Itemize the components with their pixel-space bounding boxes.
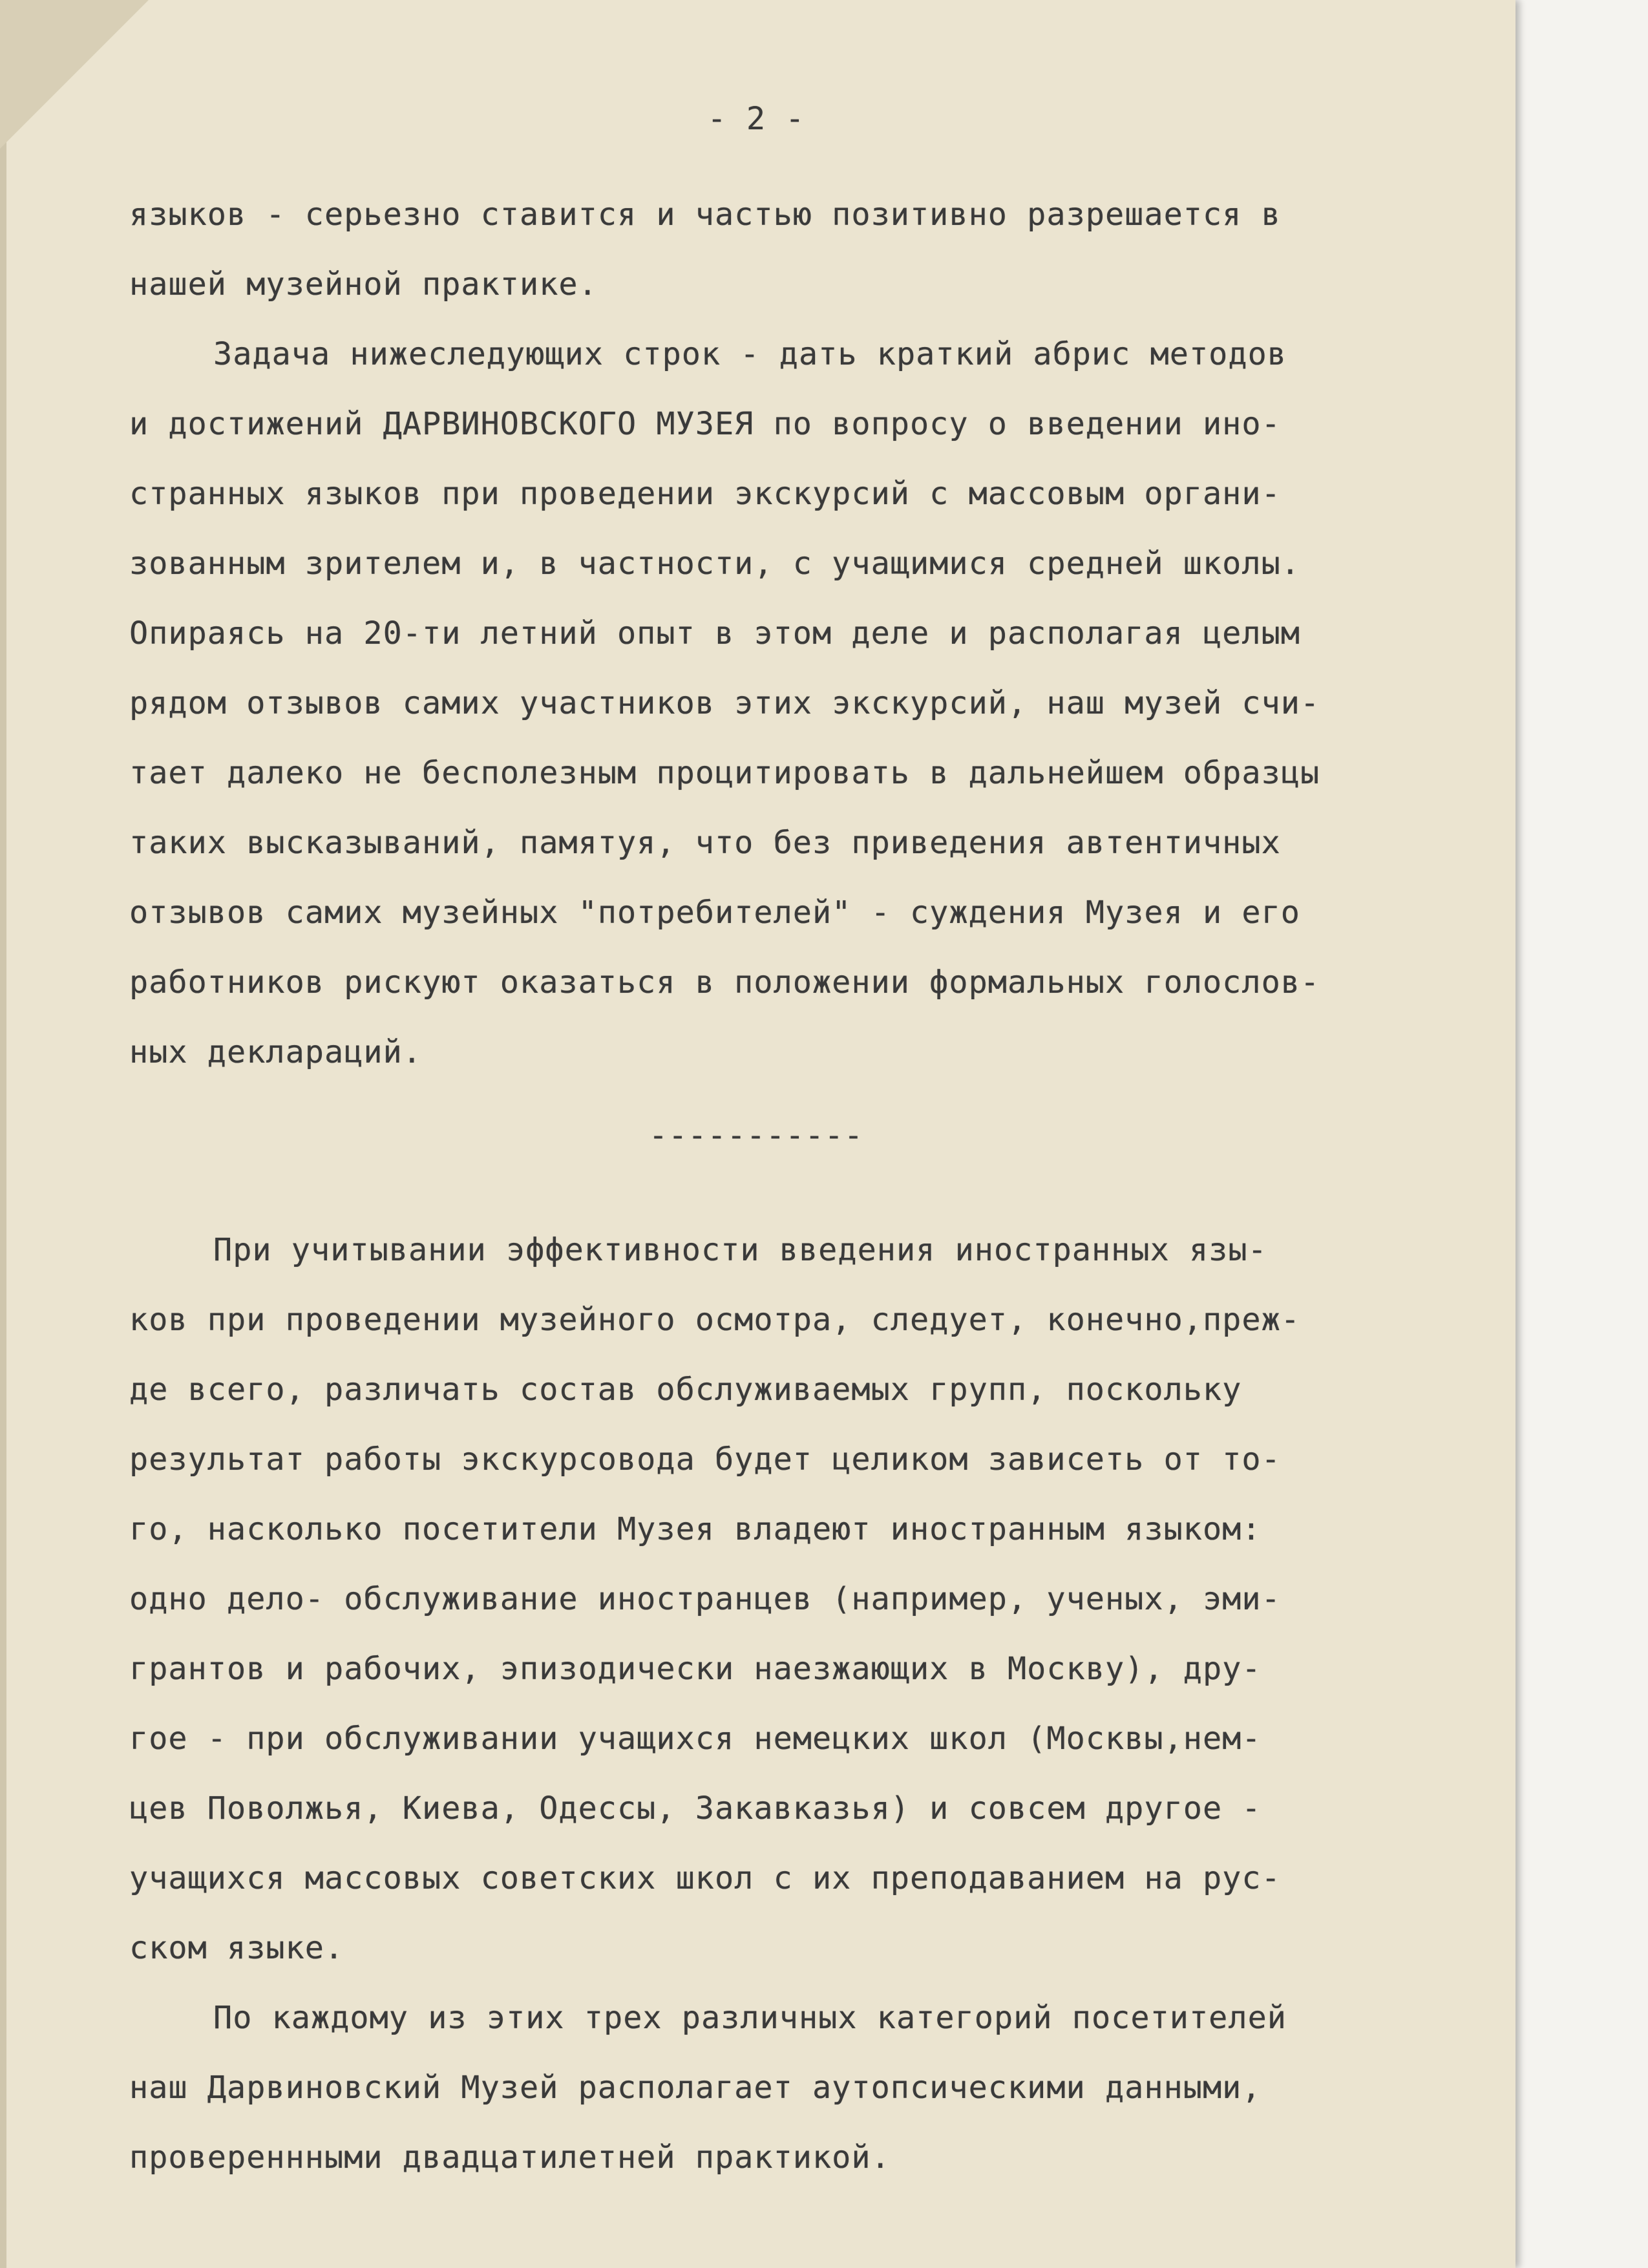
text-line: одно дело- обслуживание иностранцев (например, ученых, эми- (129, 1581, 1281, 1617)
paragraph-2 (129, 319, 1454, 1087)
text-line: учащихся массовых советских школ с их преподаванием на рус- (129, 1860, 1281, 1896)
paragraph-1 (129, 180, 1454, 319)
text-line: ков при проведении музейного осмотра, следует, конечно,преж- (129, 1302, 1300, 1338)
text-line: де всего, различать состав обслуживаемых групп, поскольку (129, 1372, 1242, 1408)
text-line: нашей музейной практике. (129, 266, 598, 302)
text-line: При учитывании эффективности введения иностранных язы- (213, 1232, 1267, 1268)
text-line: провереннными двадцатилетней практикой. (129, 2139, 891, 2176)
section-divider: ----------- (648, 1118, 864, 1154)
text-line: цев Поволжья, Киева, Одессы, Закавказья) и совсем другое - (129, 1790, 1262, 1827)
text-line: странных языков при проведении экскурсий с массовым органи- (129, 476, 1281, 512)
page-number: - 2 - (707, 101, 805, 137)
text-line: го, насколько посетители Музея владеют иностранным языком: (129, 1511, 1262, 1547)
spacer (129, 1184, 1454, 1215)
text-line: ском языке. (129, 1930, 344, 1966)
text-line: тает далеко не бесполезным процитировать в дальнейшем образцы (129, 755, 1320, 791)
text-line: Задача нижеследующих строк - дать краткий абрис методов (213, 336, 1287, 372)
typewritten-text (129, 84, 1454, 2192)
text-line: По каждому из этих трех различных категорий посетителей (213, 2000, 1287, 2036)
text-line: ных деклараций. (129, 1034, 422, 1070)
text-line: гое - при обслуживании учащихся немецких школ (Москвы,нем- (129, 1721, 1262, 1757)
paragraph-4 (129, 1983, 1454, 2192)
text-line: грантов и рабочих, эпизодически наезжающих в Москву), дру- (129, 1651, 1262, 1687)
text-line: результат работы экскурсовода будет целиком зависеть от то- (129, 1441, 1281, 1478)
folded-corner (0, 0, 149, 149)
text-line: языков - серьезно ставится и частью позитивно разрешается в (129, 196, 1281, 233)
text-line: Опираясь на 20-ти летний опыт в этом деле и располагая целым (129, 615, 1300, 652)
text-line: работников рискуют оказаться в положении формальных голослов- (129, 964, 1320, 1001)
text-line: рядом отзывов самих участников этих экскурсий, наш музей счи- (129, 685, 1320, 721)
page-edge (0, 0, 6, 2268)
text-line: и достижений ДАРВИНОВСКОГО МУЗЕЯ по вопросу о введении ино- (129, 406, 1281, 442)
text-line: наш Дарвиновский Музей располагает аутопсическими данными, (129, 2070, 1262, 2106)
text-line: таких высказываний, памятуя, что без приведения автентичных (129, 825, 1281, 861)
text-line: зованным зрителем и, в частности, с учащимися средней школы. (129, 546, 1300, 582)
paragraph-3 (129, 1215, 1454, 1983)
text-line: отзывов самих музейных "потребителей" - суждения Музея и его (129, 895, 1300, 931)
